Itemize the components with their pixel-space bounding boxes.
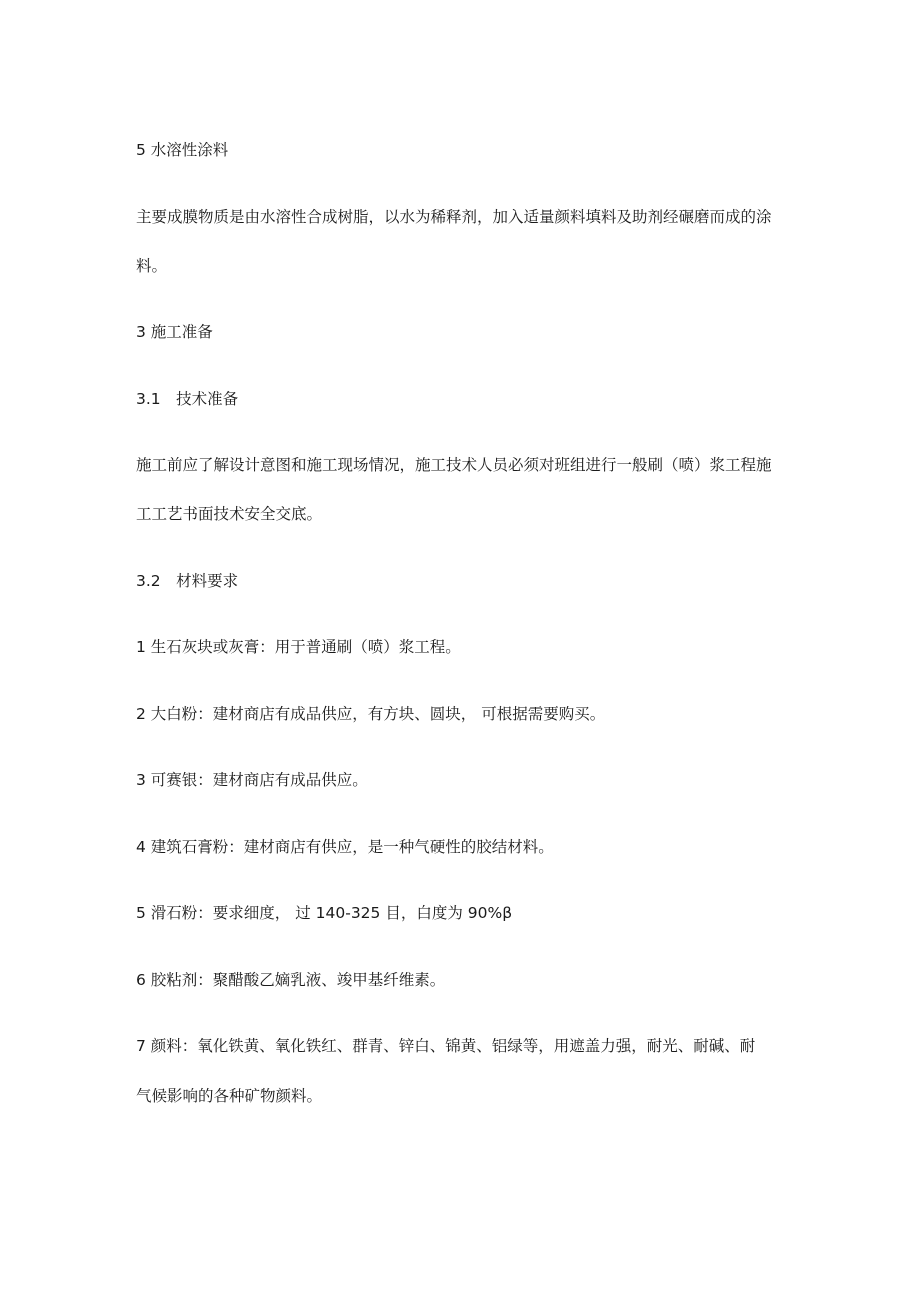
paragraph-line: 主要成膜物质是由水溶性合成树脂，以水为稀释剂，加入适量颜料填料及助剂经碾磨而成的涂 xyxy=(136,208,772,226)
heading-construction-preparation: 3 施工准备 xyxy=(136,323,213,341)
list-item-continuation: 气候影响的各种矿物颜料。 xyxy=(136,1087,323,1105)
list-item: 6 胶粘剂：聚醋酸乙嫡乳液、竣甲基纤维素。 xyxy=(136,971,446,989)
list-item: 7 颜料：氧化铁黄、氧化铁红、群青、锌白、锦黄、铝绿等，用遮盖力强，耐光、耐碱、耐 xyxy=(136,1037,756,1055)
heading-water-soluble-coating: 5 水溶性涂料 xyxy=(136,141,229,159)
list-item: 2 大白粉：建材商店有成品供应，有方块、圆块， 可根据需要购买。 xyxy=(136,705,606,723)
heading-material-requirements: 3.2 材料要求 xyxy=(136,572,239,590)
paragraph-line: 工工艺书面技术安全交底。 xyxy=(136,505,323,523)
list-item: 3 可赛银：建材商店有成品供应。 xyxy=(136,771,368,789)
list-item: 4 建筑石膏粉：建材商店有供应，是一种气硬性的胶结材料。 xyxy=(136,838,554,856)
heading-technical-preparation: 3.1 技术准备 xyxy=(136,390,239,408)
paragraph-line: 料。 xyxy=(136,257,168,275)
list-item: 5 滑石粉：要求细度， 过 140-325 目，白度为 90%β xyxy=(136,904,513,922)
list-item: 1 生石灰块或灰膏：用于普通刷（喷）浆工程。 xyxy=(136,638,461,656)
paragraph-line: 施工前应了解设计意图和施工现场情况，施工技术人员必须对班组进行一般刷（喷）浆工程施 xyxy=(136,456,772,474)
